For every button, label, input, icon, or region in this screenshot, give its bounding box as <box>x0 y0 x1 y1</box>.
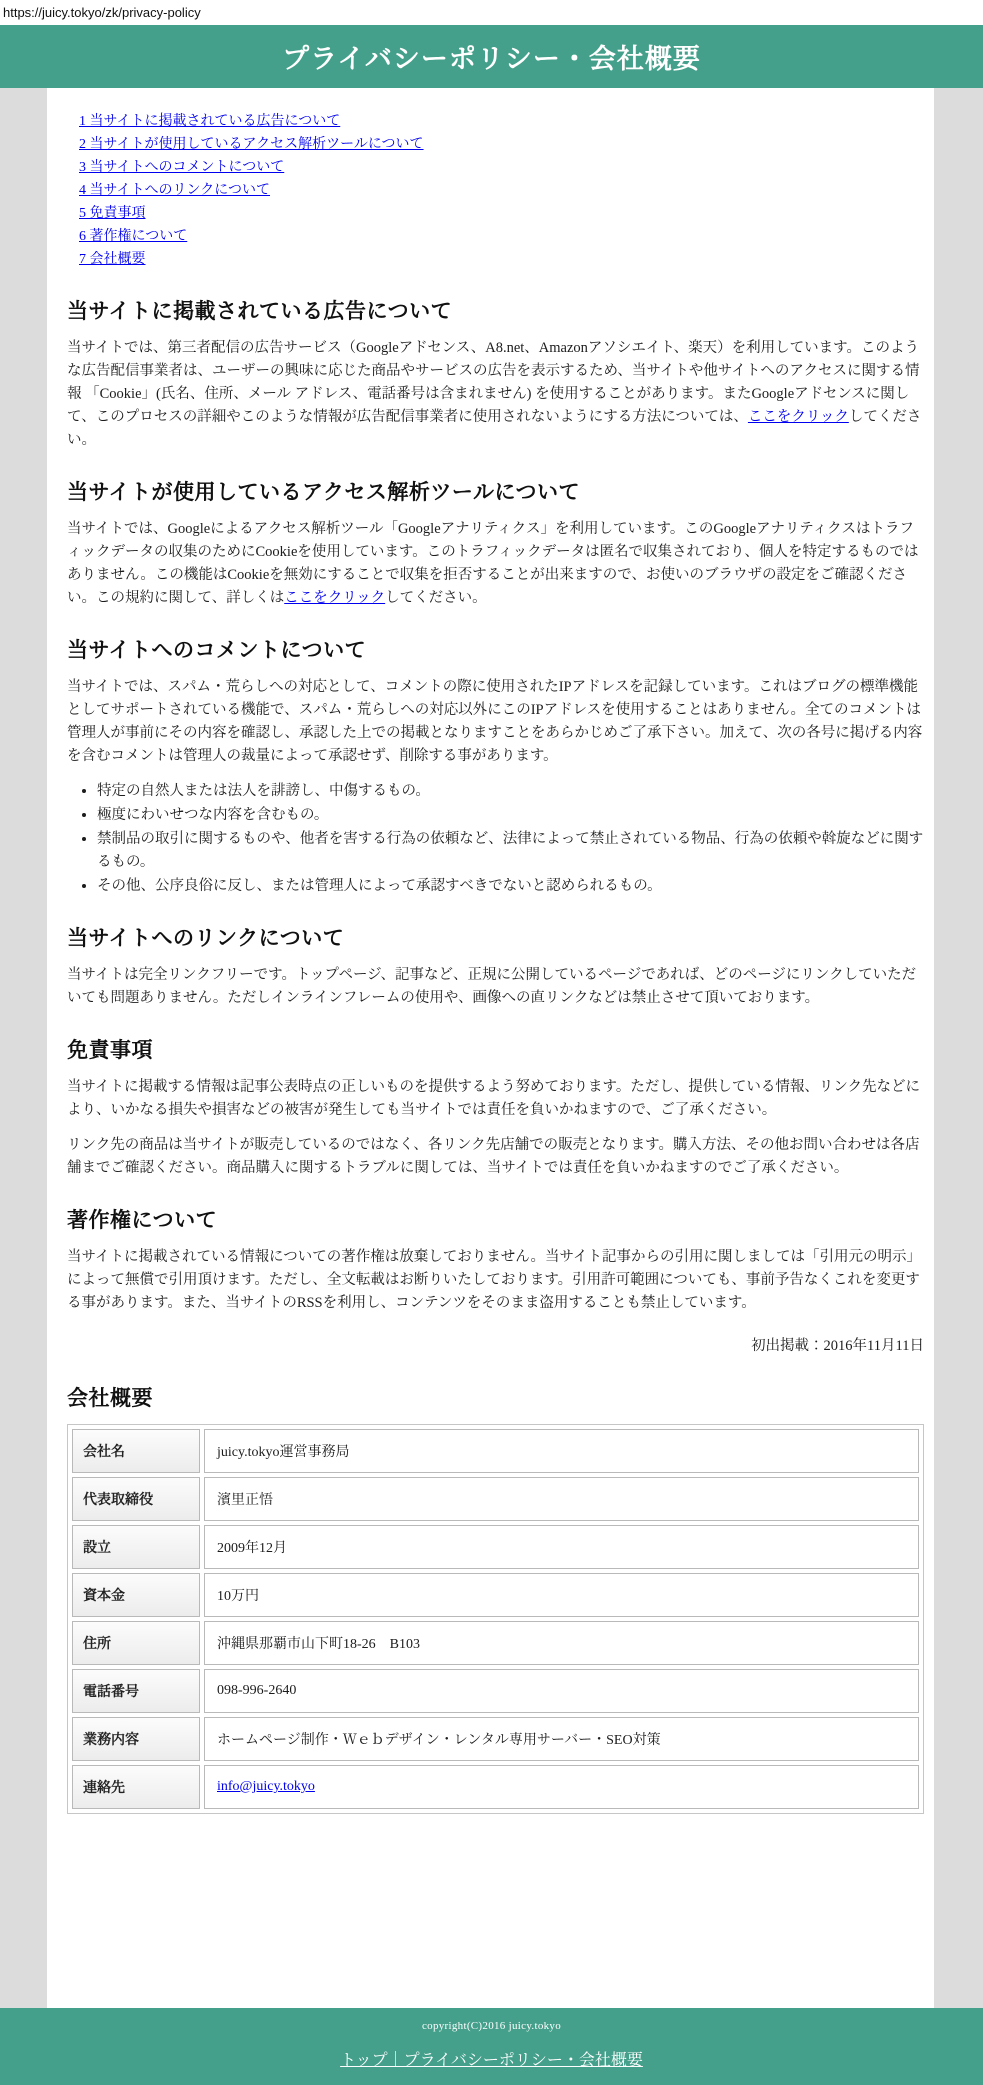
bullet-list <box>75 780 924 898</box>
toc-link-5[interactable]: 5 免責事項 <box>79 206 146 221</box>
page-background <box>0 88 983 2008</box>
toc-link-6[interactable]: 6 著作権について <box>79 229 188 244</box>
list-item: • 極度にわいせつな内容を含むもの。 <box>97 804 924 827</box>
browser-url-bar[interactable]: https://juicy.tokyo/zk/privacy-policy <box>0 0 983 25</box>
section-heading-comments: 当サイトへのコメントについて <box>67 639 367 662</box>
list-item: • 特定の自然人または法人を誹謗し、中傷するもの。 <box>97 780 924 803</box>
paragraph: 当サイトに掲載されている情報についての著作権は放棄しておりません。当サイト記事からの引用に関しましては「引用元の明示」によって無償で引用頂けます。ただし、全文転載はお断りいたしております。引用許可範囲についても、事前予告なくこれを変更する事があります。また、当サイトのRSSを利用し、コンテンツをそのまま盗用することも禁止しています。 <box>67 1249 922 1311</box>
paragraph: 当サイトは完全リンクフリーです。トップページ、記事など、正規に公開しているページであれば、どのページにリンクしていただいても問題ありません。ただしインラインフレームの使用や、画像への直リンクなどは禁止させて頂いております。 <box>67 967 917 1006</box>
inline-link[interactable]: ここをクリック <box>747 409 849 425</box>
section-heading-links: 当サイトへのリンクについて <box>67 927 345 950</box>
section-heading-copyright: 著作権について <box>67 1209 218 1232</box>
company-row <box>72 1765 919 1809</box>
list-item: • その他、公序良俗に反し、または管理人によって承認すべきでないと認められるもの。 <box>97 875 924 898</box>
company-row <box>72 1429 919 1473</box>
paragraph: 当サイトでは、スパム・荒らしへの対応として、コメントの際に使用されたIPアドレスを記録しています。これはブログの標準機能としてサポートされている機能で、スパム・荒らしへの対応以外にこのIPアドレスを使用することはありません。全てのコメントは管理人が事前にその内容を確認し、承認した上での掲載となりますことをあらかじめご了承下さい。加えて、次の各号に掲げる内容を含むコメントは管理人の裁量によって承認せず、削除する事があります。 <box>67 679 923 764</box>
page-title: プライバシーポリシー・会社概要 <box>282 44 701 74</box>
toc-link-1[interactable]: 1 当サイトに掲載されている広告について <box>79 114 341 129</box>
site-footer <box>0 2008 983 2085</box>
page-header <box>0 25 983 88</box>
section-comments <box>67 634 924 898</box>
company-row-value: juicy.tokyo運営事務局 <box>204 1429 919 1473</box>
list-item: • 禁制品の取引に関するものや、他者を害する行為の依頼など、法律によって禁止されている物品、行為の依頼や斡旋などに関するもの。 <box>97 828 924 874</box>
section-company <box>67 1382 924 1814</box>
toc <box>79 110 924 271</box>
company-row-value: 2009年12月 <box>204 1525 919 1569</box>
section-links <box>67 922 924 1010</box>
section-heading-ads: 当サイトに掲載されている広告について <box>67 300 453 323</box>
company-row-label: 会社名 <box>72 1429 200 1473</box>
company-table-body <box>72 1429 919 1809</box>
toc-link-2[interactable]: 2 当サイトが使用しているアクセス解析ツールについて <box>79 137 424 152</box>
company-row-value: 濱里正悟 <box>204 1477 919 1521</box>
company-row <box>72 1669 919 1713</box>
company-row-value: 10万円 <box>204 1573 919 1617</box>
company-row <box>72 1573 919 1617</box>
toc-link-4[interactable]: 4 当サイトへのリンクについて <box>79 183 270 198</box>
section-analytics <box>67 476 924 610</box>
company-table <box>67 1424 924 1814</box>
company-row-label: 電話番号 <box>72 1669 200 1713</box>
company-row-label: 業務内容 <box>72 1717 200 1761</box>
paragraph: 当サイトでは、第三者配信の広告サービス（Googleアドセンス、A8.net、Amazonアソシエイト、楽天）を利用しています。このような広告配信事業者は、ユーザーの興味に応じた商品やサービスの広告を表示するため、当サイトや他サイトへのアクセスに関する情報 「Cookie」(氏名、住所、メール アドレス、電話番号は含まれません) を使用することがあります。またGoogleアドセンスに関して、このプロセスの詳細やこのような情報が広告配信事業者に使用されないようにする方法については、ここをクリックしてください。 <box>67 340 922 448</box>
company-row <box>72 1525 919 1569</box>
company-row-label: 連絡先 <box>72 1765 200 1809</box>
section-heading-disclaimer: 免責事項 <box>67 1039 153 1062</box>
toc-link-3[interactable]: 3 当サイトへのコメントについて <box>79 160 285 175</box>
content-area <box>47 88 934 2008</box>
paragraph: リンク先の商品は当サイトが販売しているのではなく、各リンク先店舗での販売となります。購入方法、その他お問い合わせは各店舗までご確認ください。商品購入に関するトラブルに関しては、当サイトでは責任を負いかねますのでご了承ください。 <box>67 1137 920 1176</box>
footer-nav-link[interactable]: トップ｜プライバシーポリシー・会社概要 <box>340 2052 643 2069</box>
footer-nav <box>0 2047 983 2070</box>
toc-link-7[interactable]: 7 会社概要 <box>79 252 146 267</box>
company-row <box>72 1717 919 1761</box>
email-link[interactable]: info@juicy.tokyo <box>217 1779 315 1794</box>
inline-link[interactable]: ここをクリック <box>284 590 386 606</box>
company-row <box>72 1621 919 1665</box>
company-row-value: 098-996-2640 <box>204 1669 919 1713</box>
copyright-text: copyright(C)2016 juicy.tokyo <box>421 2020 562 2032</box>
company-row-value: ホームページ制作・Ｗｅｂデザイン・レンタル専用サーバー・SEO対策 <box>204 1717 919 1761</box>
company-row-value <box>204 1765 919 1809</box>
company-row-label: 資本金 <box>72 1573 200 1617</box>
company-row <box>72 1477 919 1521</box>
section-copyright <box>67 1204 924 1358</box>
company-heading: 会社概要 <box>67 1387 153 1410</box>
company-row-label: 代表取締役 <box>72 1477 200 1521</box>
company-row-label: 住所 <box>72 1621 200 1665</box>
paragraph: 当サイトでは、Googleによるアクセス解析ツール「Googleアナリティクス」を利用しています。このGoogleアナリティクスはトラフィックデータの収集のためにCookieを使用しています。このトラフィックデータは匿名で収集されており、個人を特定するものではありません。この機能はCookieを無効にすることで収集を拒否することが出来ますので、お使いのブラウザの設定をご確認ください。この規約に関して、詳しくはここをクリックしてください。 <box>67 521 919 606</box>
section-heading-analytics: 当サイトが使用しているアクセス解析ツールについて <box>67 481 581 504</box>
company-row-label: 設立 <box>72 1525 200 1569</box>
section-ads <box>67 295 924 452</box>
company-row-value: 沖縄県那覇市山下町18-26 B103 <box>204 1621 919 1665</box>
section-disclaimer <box>67 1034 924 1180</box>
sections <box>67 295 924 1358</box>
paragraph: 当サイトに掲載する情報は記事公表時点の正しいものを提供するよう努めております。ただし、提供している情報、リンク先などにより、いかなる損失や損害などの被害が発生しても当サイトでは責任を負いかねますので、ご了承ください。 <box>67 1079 921 1118</box>
first-published-note: 初出掲載：2016年11月11日 <box>751 1338 924 1354</box>
